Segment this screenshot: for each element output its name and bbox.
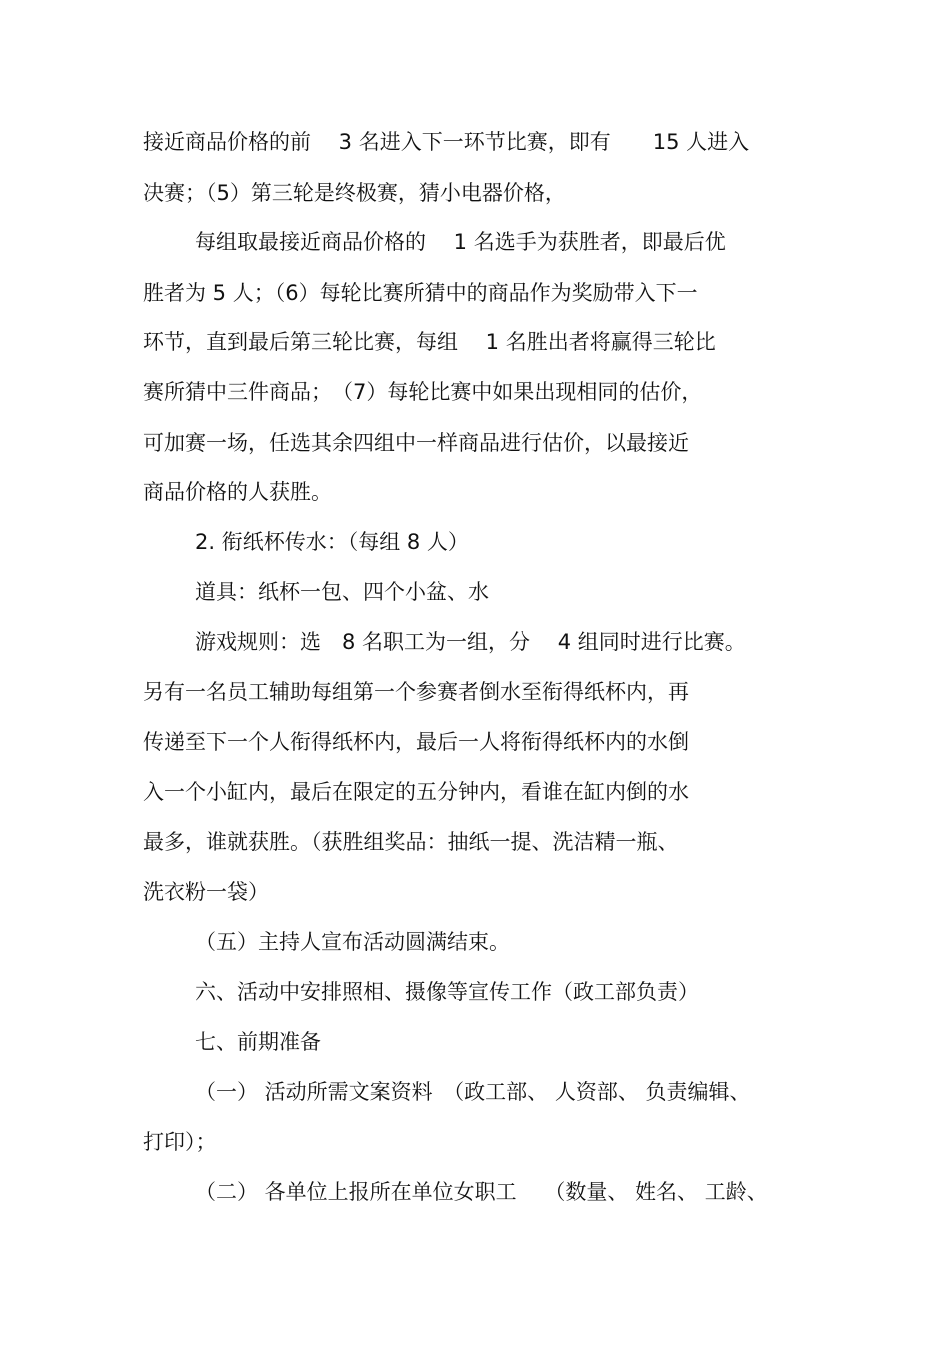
text-line: 七、前期准备 xyxy=(195,1030,321,1054)
text-line: 游戏规则：选 8 名职工为一组，分 4 组同时进行比赛。 xyxy=(195,630,746,654)
text-line: 最多，谁就获胜。（获胜组奖品：抽纸一提、洗洁精一瓶、 xyxy=(143,830,679,854)
text-line: 决赛；（5）第三轮是终极赛，猜小电器价格， xyxy=(143,181,566,205)
text-line: 每组取最接近商品价格的 1 名选手为获胜者，即最后优 xyxy=(195,230,726,254)
text-line: 接近商品价格的前 3 名进入下一环节比赛，即有 15 人进入 xyxy=(143,130,750,154)
text-line: 传递至下一个人衔得纸杯内，最后一人将衔得纸杯内的水倒 xyxy=(143,730,689,754)
text-line: 入一个小缸内，最后在限定的五分钟内，看谁在缸内倒的水 xyxy=(143,780,689,804)
text-line: （五）主持人宣布活动圆满结束。 xyxy=(195,930,510,954)
text-line: （二） 各单位上报所在单位女职工 （数量、 姓名、 工龄、 xyxy=(195,1180,768,1204)
text-line: 胜者为 5 人；（6）每轮比赛所猜中的商品作为奖励带入下一 xyxy=(143,281,698,305)
text-line: 道具：纸杯一包、四个小盆、水 xyxy=(195,580,489,604)
text-line: 打印）； xyxy=(143,1130,217,1154)
text-line: 商品价格的人获胜。 xyxy=(143,480,332,504)
text-line: 2. 衔纸杯传水：（每组 8 人） xyxy=(195,530,469,554)
text-line: 环节，直到最后第三轮比赛，每组 1 名胜出者将赢得三轮比 xyxy=(143,330,716,354)
text-line: 另有一名员工辅助每组第一个参赛者倒水至衔得纸杯内，再 xyxy=(143,680,689,704)
text-line: 六、活动中安排照相、摄像等宣传工作（政工部负责） xyxy=(195,980,699,1004)
text-line: （一） 活动所需文案资料 （政工部、 人资部、 负责编辑、 xyxy=(195,1080,751,1104)
text-line: 洗衣粉一袋） xyxy=(143,880,269,904)
text-line: 赛所猜中三件商品； （7）每轮比赛中如果出现相同的估价， xyxy=(143,380,703,404)
text-line: 可加赛一场，任选其余四组中一样商品进行估价，以最接近 xyxy=(143,431,689,455)
